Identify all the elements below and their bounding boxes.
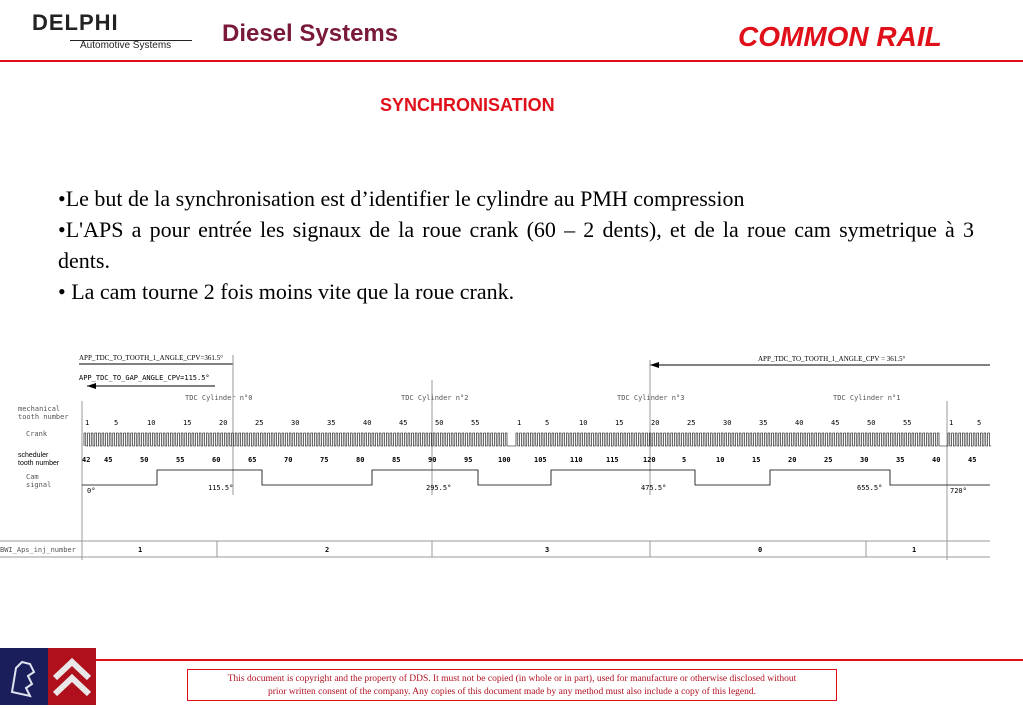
tdc-label: TDC Cylinder n°2 (401, 394, 469, 402)
inj-number-row-label: BWI_Aps_inj_number (0, 546, 76, 554)
mechanical-tooth-number: 10 (579, 419, 588, 427)
scheduler-tooth-number: 80 (356, 456, 365, 464)
tdc-tooth1-angle-left-label: APP_TDC_TO_TOOTH_1_ANGLE_CPV=361.5° (79, 354, 223, 362)
mechanical-tooth-number: 30 (723, 419, 732, 427)
angle-label: 720° (950, 487, 967, 495)
mechanical-tooth-number: 50 (435, 419, 444, 427)
scheduler-row-label: tooth number (18, 460, 60, 467)
mechanical-tooth-number: 5 (114, 419, 119, 427)
inj-number: 1 (912, 546, 917, 554)
scheduler-tooth-number: 15 (752, 456, 761, 464)
mechanical-row-label: tooth number (18, 413, 69, 421)
scheduler-tooth-number: 30 (860, 456, 869, 464)
mechanical-tooth-number: 5 (545, 419, 550, 427)
scheduler-tooth-number: 85 (392, 456, 401, 464)
scheduler-tooth-number: 10 (716, 456, 725, 464)
tdc-label: TDC Cylinder n°1 (833, 394, 901, 402)
mechanical-tooth-number: 40 (795, 419, 804, 427)
tdc-gap-angle-arrow (87, 383, 96, 389)
header-product: COMMON RAIL (738, 21, 942, 52)
scheduler-tooth-number: 45 (104, 456, 113, 464)
inj-number: 0 (758, 546, 763, 554)
scheduler-tooth-number: 75 (320, 456, 329, 464)
header-divider (0, 60, 1023, 62)
scheduler-tooth-number: 40 (932, 456, 941, 464)
mechanical-tooth-number: 20 (219, 419, 228, 427)
angle-label: 655.5° (857, 484, 883, 492)
mechanical-tooth-number: 40 (363, 419, 372, 427)
peugeot-citroen-logo (0, 648, 96, 705)
mechanical-tooth-number: 20 (651, 419, 660, 427)
bullet-item: • La cam tourne 2 fois moins vite que la roue crank. (58, 279, 515, 304)
cam-signal-wave (82, 470, 990, 485)
mechanical-tooth-number: 15 (183, 419, 192, 427)
angle-label: 115.5° (208, 484, 234, 492)
angle-label: 295.5° (426, 484, 452, 492)
scheduler-tooth-number: 70 (284, 456, 293, 464)
bullet-item: •L'APS a pour entrée les signaux de la roue crank (60 – 2 dents), et de la roue cam symetrique à 3 dents. (58, 217, 974, 273)
scheduler-tooth-number: 90 (428, 456, 437, 464)
cam-row-label: signal (26, 481, 52, 489)
mechanical-row-label: mechanical (18, 405, 61, 413)
bullet-list (58, 183, 974, 307)
copyright-line: prior written consent of the company. Any copies of this document made by any method must also include a copy of this legend. (268, 687, 756, 697)
scheduler-tooth-number: 20 (788, 456, 797, 464)
copyright-notice (187, 669, 837, 701)
inj-number: 1 (138, 546, 143, 554)
mechanical-tooth-number: 45 (831, 419, 840, 427)
header-title: Diesel Systems (222, 20, 399, 47)
scheduler-tooth-number: 100 (498, 456, 511, 464)
scheduler-tooth-number: 60 (212, 456, 221, 464)
cam-row-label: Cam (26, 473, 39, 481)
scheduler-row-label: scheduler (18, 452, 49, 459)
bullet-item: •Le but de la synchronisation est d’identifier le cylindre au PMH compression (58, 186, 745, 211)
scheduler-tooth-number: 35 (896, 456, 905, 464)
copyright-line: This document is copyright and the property of DDS. It must not be copied (in whole or in part), used for manufacture or otherwise disclosed without (227, 674, 797, 684)
crank-row-label: Crank (26, 430, 48, 438)
footer-divider (96, 659, 1023, 661)
mechanical-tooth-number: 15 (615, 419, 624, 427)
mechanical-tooth-number: 35 (759, 419, 768, 427)
tdc-tooth1-angle-right-arrow (650, 362, 659, 368)
mechanical-tooth-number: 10 (147, 419, 156, 427)
inj-number: 3 (545, 546, 550, 554)
mechanical-tooth-number: 1 (517, 419, 522, 427)
scheduler-tooth-number: 50 (140, 456, 149, 464)
mechanical-tooth-number: 50 (867, 419, 876, 427)
page-header (0, 0, 1023, 62)
scheduler-tooth-number: 110 (570, 456, 583, 464)
section-title: SYNCHRONISATION (380, 95, 555, 115)
mechanical-tooth-number: 55 (471, 419, 480, 427)
delphi-logo (30, 10, 200, 54)
mechanical-tooth-number: 35 (327, 419, 336, 427)
inj-number: 2 (325, 546, 330, 554)
mechanical-tooth-number: 30 (291, 419, 300, 427)
scheduler-tooth-number: 55 (176, 456, 185, 464)
mechanical-tooth-number: 1 (949, 419, 954, 427)
mechanical-tooth-number: 25 (255, 419, 264, 427)
scheduler-tooth-number: 120 (643, 456, 656, 464)
logo-subtitle: Automotive Systems (80, 40, 172, 51)
mechanical-tooth-number: 55 (903, 419, 912, 427)
mechanical-tooth-number: 45 (399, 419, 408, 427)
scheduler-tooth-number: 65 (248, 456, 257, 464)
tdc-gap-angle-label: APP_TDC_TO_GAP_ANGLE_CPV=115.5° (79, 374, 210, 382)
peugeot-lion-icon (0, 648, 48, 705)
angle-label: 475.5° (641, 484, 667, 492)
scheduler-tooth-number: 115 (606, 456, 619, 464)
mechanical-tooth-number: 1 (85, 419, 90, 427)
tdc-label: TDC Cylinder n°3 (617, 394, 685, 402)
scheduler-tooth-number: 25 (824, 456, 833, 464)
logo-name: DELPHI (32, 10, 119, 35)
angle-label: 0° (87, 487, 96, 495)
tdc-label: TDC Cylinder n°0 (185, 394, 253, 402)
synchronisation-timing-diagram (0, 345, 1023, 565)
scheduler-tooth-number: 5 (682, 456, 687, 464)
tdc-tooth1-angle-right-label: APP_TDC_TO_TOOTH_1_ANGLE_CPV = 361.5° (758, 355, 906, 363)
mechanical-tooth-number: 5 (977, 419, 982, 427)
scheduler-tooth-number: 42 (82, 456, 91, 464)
scheduler-tooth-number: 45 (968, 456, 977, 464)
crank-signal-wave (84, 433, 991, 446)
scheduler-tooth-number: 105 (534, 456, 547, 464)
scheduler-tooth-number: 95 (464, 456, 473, 464)
mechanical-tooth-number: 25 (687, 419, 696, 427)
